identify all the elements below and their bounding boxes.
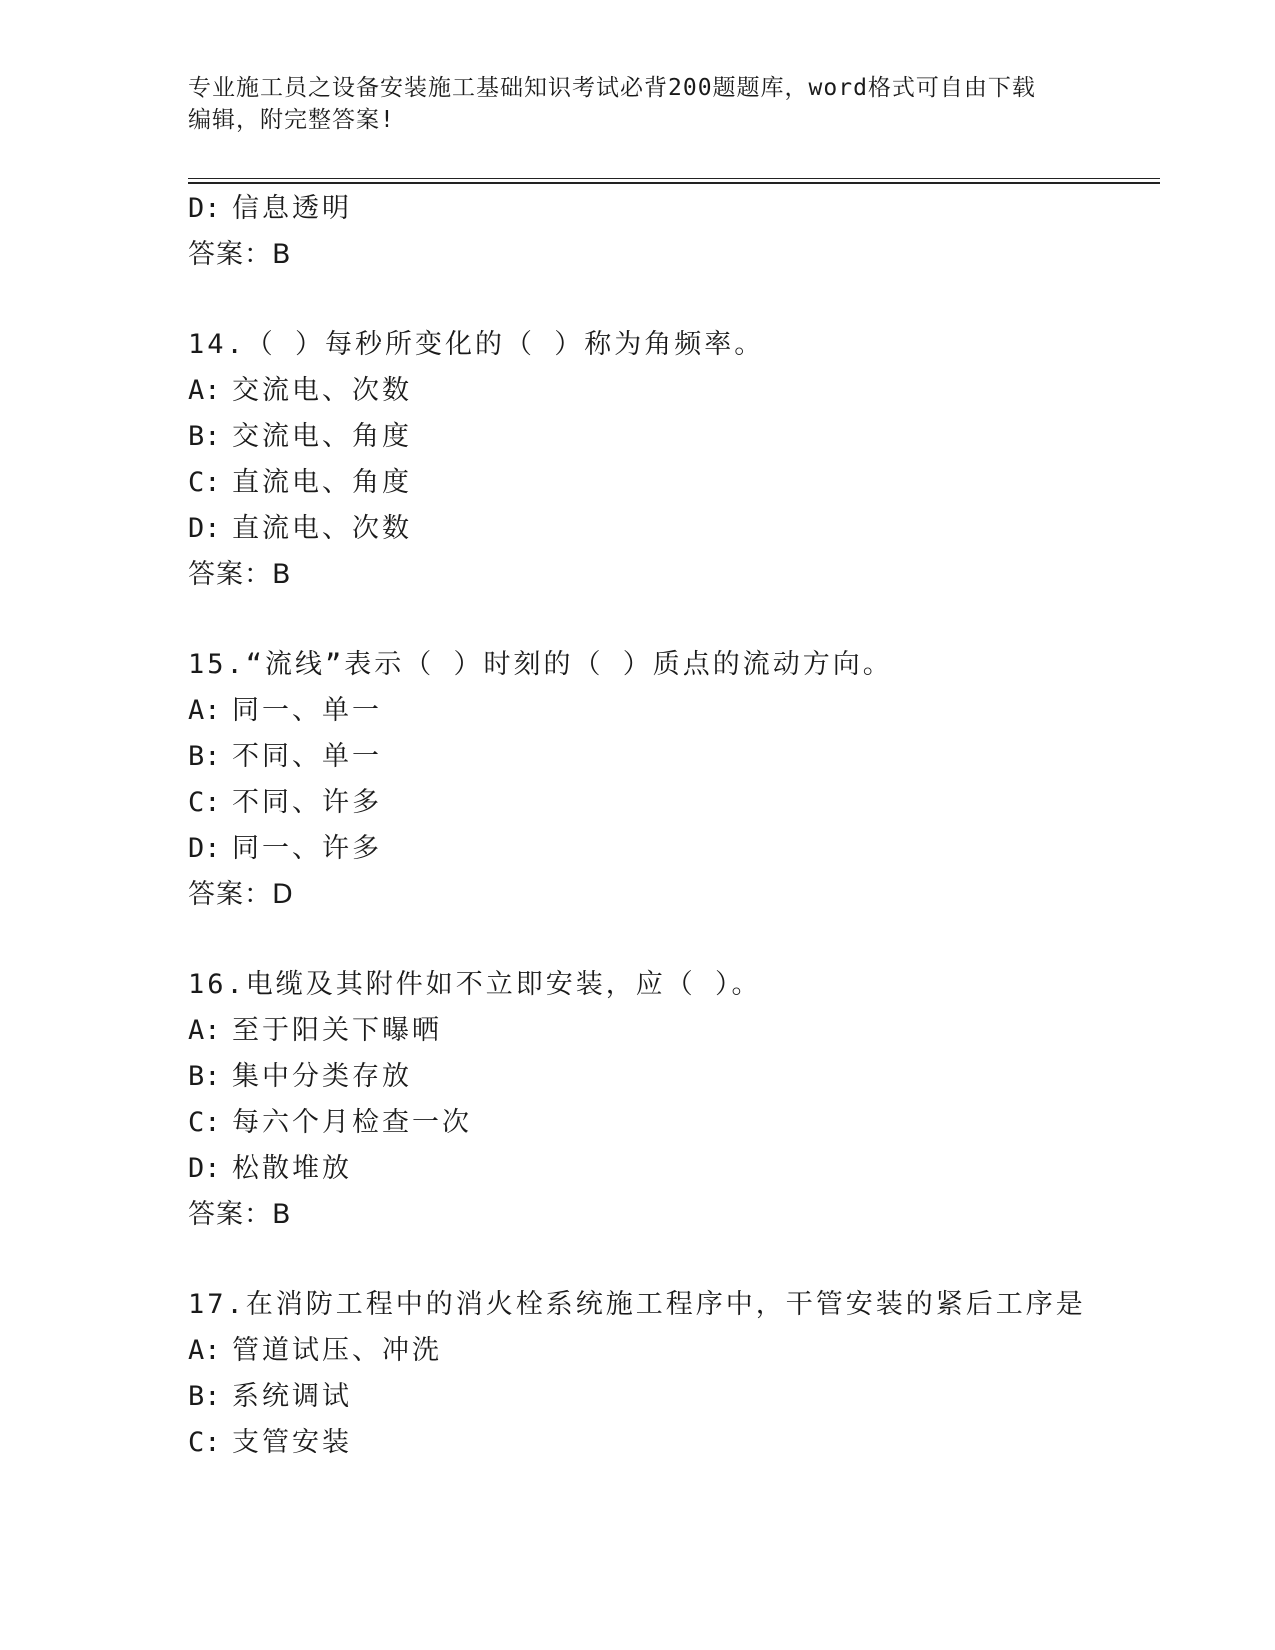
option-label: B:: [188, 1061, 221, 1092]
option-a: [188, 1328, 1148, 1374]
header-title-line2: 编辑，附完整答案!: [188, 107, 395, 133]
option-a: [188, 368, 1148, 414]
option-b: [188, 1374, 1148, 1420]
option-text: 不同、许多: [232, 787, 382, 818]
option-c: [188, 1100, 1148, 1146]
spacer: [188, 918, 1148, 962]
answer-16: 答案：B: [188, 1199, 292, 1230]
spacer: [188, 1238, 1148, 1282]
option-label: B:: [188, 1381, 221, 1412]
header-title-line1: 专业施工员之设备安装施工基础知识考试必背200题题库，word格式可自由下载: [188, 75, 1036, 101]
option-text: 同一、单一: [232, 695, 382, 726]
option-d-prev: [188, 186, 1148, 232]
option-text: 直流电、角度: [232, 467, 412, 498]
option-text: 松散堆放: [232, 1153, 352, 1184]
spacer: [188, 278, 1148, 322]
option-d: [188, 506, 1148, 552]
answer-15: 答案：D: [188, 879, 294, 910]
option-c: [188, 460, 1148, 506]
header-rule-thick: [188, 182, 1160, 184]
option-label: A:: [188, 375, 221, 406]
answer-14: 答案：B: [188, 559, 292, 590]
option-label: B:: [188, 741, 221, 772]
option-label: D:: [188, 833, 221, 864]
option-b: [188, 734, 1148, 780]
option-text: 交流电、次数: [232, 375, 412, 406]
option-text: 直流电、次数: [232, 513, 412, 544]
option-text: 信息透明: [232, 193, 352, 224]
option-text: 集中分类存放: [232, 1061, 412, 1092]
option-a: [188, 1008, 1148, 1054]
option-label: C:: [188, 787, 221, 818]
option-label: A:: [188, 1335, 221, 1366]
option-label: C:: [188, 1107, 221, 1138]
question-stem-15: 15.“流线”表示（ ）时刻的（ ）质点的流动方向。: [188, 649, 893, 680]
option-text: 交流电、角度: [232, 421, 412, 452]
header-rule-thin: [188, 178, 1160, 179]
question-stem-17: 17.在消防工程中的消火栓系统施工程序中，干管安装的紧后工序是: [188, 1289, 1086, 1320]
option-label: C:: [188, 1427, 221, 1458]
question-list: [188, 186, 1148, 1466]
document-header: [188, 72, 1088, 136]
question-stem-14: 14.（ ）每秒所变化的（ ）称为角频率。: [188, 329, 765, 360]
option-label: A:: [188, 695, 221, 726]
option-text: 不同、单一: [232, 741, 382, 772]
option-c: [188, 780, 1148, 826]
option-text: 每六个月检查一次: [232, 1107, 472, 1138]
option-text: 同一、许多: [232, 833, 382, 864]
option-d: [188, 826, 1148, 872]
option-d: [188, 1146, 1148, 1192]
option-text: 管道试压、冲洗: [232, 1335, 442, 1366]
option-label: D:: [188, 1153, 221, 1184]
answer-prev: 答案：B: [188, 239, 292, 270]
option-text: 至于阳关下曝晒: [232, 1015, 442, 1046]
spacer: [188, 598, 1148, 642]
option-c: [188, 1420, 1148, 1466]
option-b: [188, 414, 1148, 460]
option-a: [188, 688, 1148, 734]
option-label: B:: [188, 421, 221, 452]
option-b: [188, 1054, 1148, 1100]
question-stem-16: 16.电缆及其附件如不立即安装，应（ ）。: [188, 969, 762, 1000]
option-label: A:: [188, 1015, 221, 1046]
option-label: C:: [188, 467, 221, 498]
option-text: 系统调试: [232, 1381, 352, 1412]
option-label: D:: [188, 513, 221, 544]
option-label: D:: [188, 193, 221, 224]
option-text: 支管安装: [232, 1427, 352, 1458]
